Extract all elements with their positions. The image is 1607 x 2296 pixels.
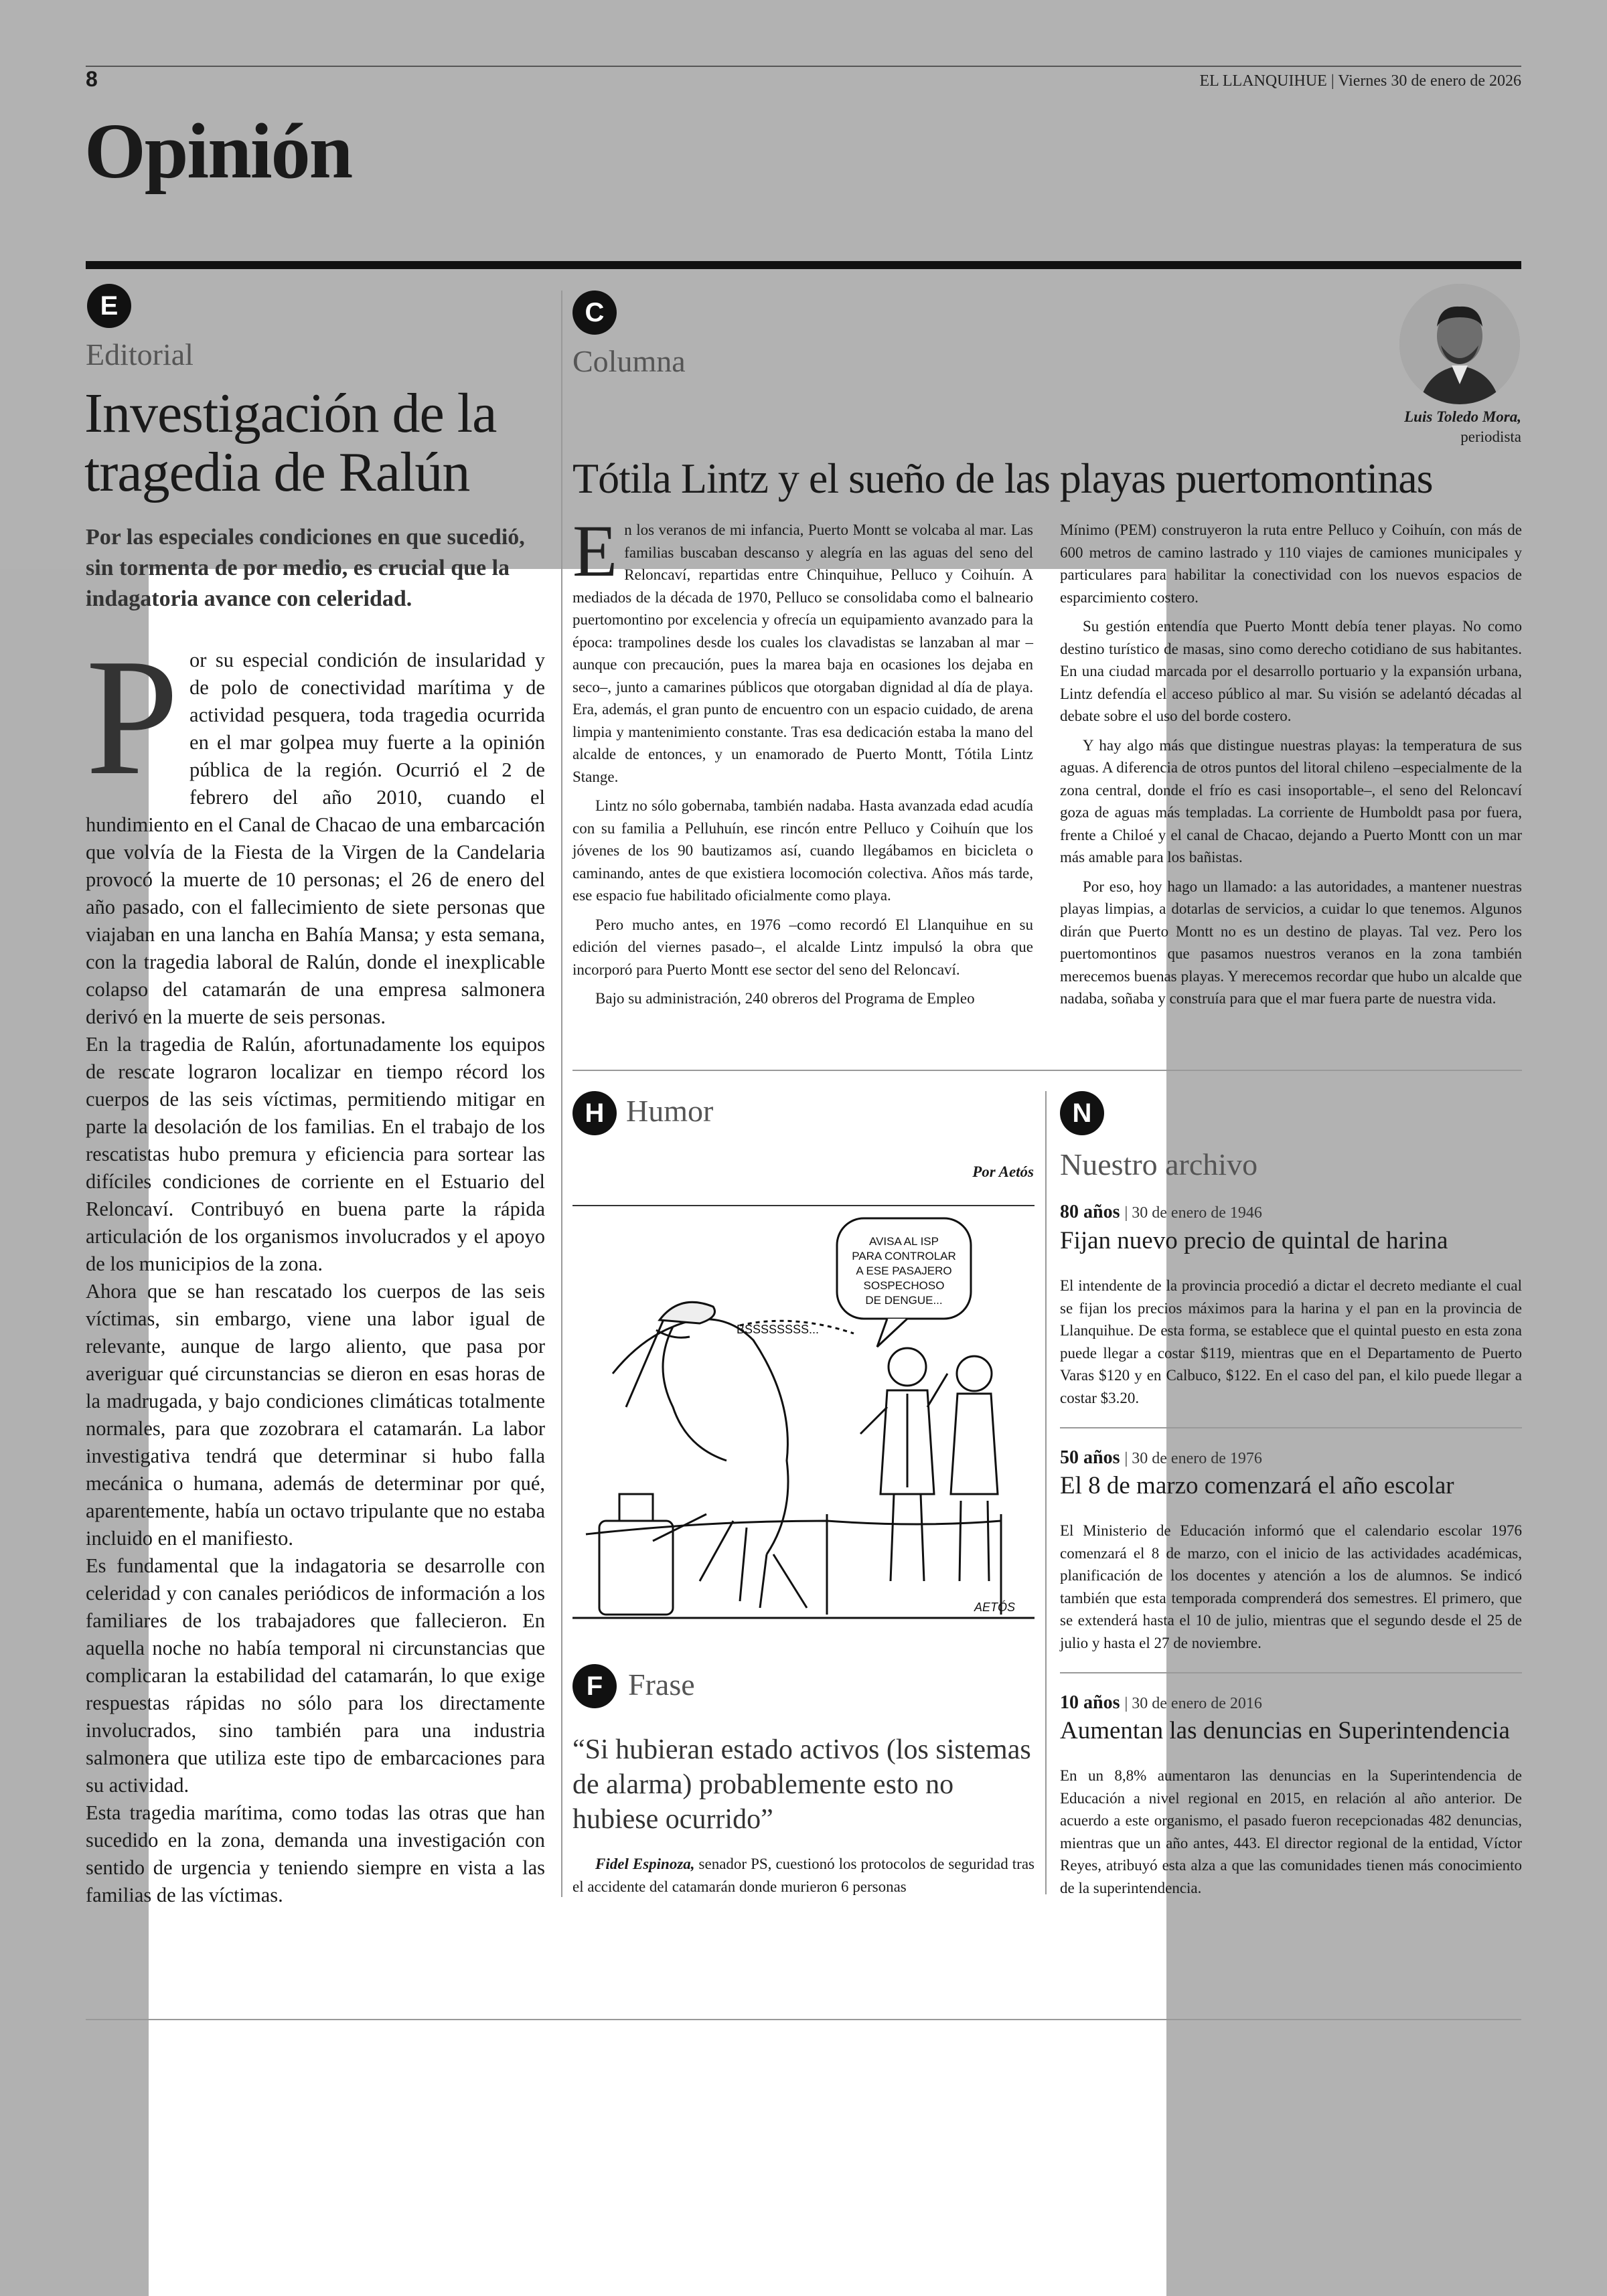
masthead: EL LLANQUIHUE | Viernes 30 de enero de 2026	[1199, 72, 1521, 90]
editorial-dropcap: P	[86, 625, 179, 810]
editorial-kicker: Editorial	[86, 337, 194, 372]
archive-badge: N	[1060, 1091, 1104, 1135]
editorial-badge: E	[87, 284, 131, 328]
editorial-headline	[84, 384, 553, 502]
header-top-rule	[86, 66, 1521, 67]
author-portrait-icon	[1399, 284, 1520, 404]
section-title: Opinión	[84, 107, 352, 195]
cartoon-sound: BSSSSSSSS...	[737, 1323, 820, 1336]
archive-item-1-header	[1060, 1202, 1262, 1223]
humor-badge: H	[572, 1091, 617, 1135]
bubble-line-5: DE DENGUE...	[865, 1294, 943, 1307]
frase-attribution-text: senador PS, cuestionó los protocolos de seguridad tras el accidente del catamarán donde murieron 6 personas	[572, 1856, 1035, 1895]
archive-item-2-text	[1060, 1520, 1522, 1654]
divider-editorial	[561, 291, 562, 1897]
frase-kicker: Frase	[628, 1667, 695, 1702]
column-kicker: Columna	[572, 344, 686, 378]
bubble-line-4: SOSPECHOSO	[863, 1279, 945, 1292]
bottom-rule	[86, 2019, 1521, 2020]
column-right-paragraph-4: Por eso, hoy hago un llamado: a las autoridades, a mantener nuestras playas limpias, a dotarlas de servicios, a cuidar lo que tenemos. Algunos dirán que Puerto Montt no es un destino de playas. Tal vez. Pero los puertomontinos que pasamos nuestros veranos en la zona también merecemos buenas playas. Y merecemos recordar que hubo un alcalde que nadaba, soñaba y construía para que el mar fuera parte de nuestra vida.	[1060, 878, 1522, 1007]
column-left-paragraph-2: Lintz no sólo gobernaba, también nadaba. Hasta avanzada edad acudía con su familia a Pelluhuín, ese rincón entre Pelluco y Coihuín que los jóvenes de los 90 bautizamos así, cuando llegábamos en bicicleta o caminando, antes de que existiera locomoción colectiva. Años más tarde, ese espacio fue habilitado oficialmente como playa.	[572, 797, 1033, 904]
archive-item-3-text	[1060, 1765, 1522, 1899]
humor-cartoon	[572, 1205, 1035, 1627]
cartoon-signature: AETÓS	[974, 1601, 1016, 1614]
humor-byline: Por Aetós	[972, 1163, 1034, 1180]
editorial-body	[86, 625, 545, 1909]
editorial-headline-line2: tragedia de Ralún	[84, 441, 470, 503]
column-author	[1404, 407, 1521, 447]
archive-item-2-date: | 30 de enero de 1976	[1124, 1450, 1262, 1467]
archive-item-1-years: 80 años	[1060, 1202, 1120, 1222]
archive-item-3-paragraph: En un 8,8% aumentaron las denuncias en la Superintendencia de Educación a nivel regional en 2015, en relación al año anterior. De acuerdo a este organismo, el pasado fueron recepcionadas 482 denuncias, mientras que un año antes, 443. El director regional de la entidad, Víctor Reyes, atribuyó esta alza a que las comunidades tienen más conocimiento de la superintendencia.	[1060, 1767, 1522, 1896]
archive-item-2-paragraph: El Ministerio de Educación informó que el calendario escolar 1976 comenzará el 8 de marzo, con el inicio de las actividades académicas, planificación de los docentes y atención a los de alumnos. Se indicó también que esta temporada comprenderá dos semestres. El primero, que se extenderá hasta el 10 de julio, mientras que el segundo desde el 25 de julio y hasta el 27 de noviembre.	[1060, 1522, 1522, 1651]
column-author-role: periodista	[1460, 428, 1521, 445]
editorial-paragraph-1: or su especial condición de insularidad y de polo de conectividad marítima y de actividad pesquera, toda tragedia ocurrida en el mar golpea muy fuerte a la opinión pública de la región. Ocurrió el 2 de febrero del año 2010, cuando el hundimiento en el Canal de Chacao de una embarcación que volvía de la Fiesta de la Virgen de la Candelaria provocó la muerte de 10 personas; el 26 de enero del año pasado, con el fallecimiento de siete personas que viajaban en una lancha en Bahía Mansa; y esta semana, con la tragedia laboral de Ralún, donde el inexplicable colapso del catamarán de una empresa salmonera derivó en la muerte de seis personas.	[86, 649, 545, 1028]
archive-rule-2	[1060, 1672, 1522, 1673]
column-bottom-rule	[572, 1070, 1522, 1071]
column-body-right	[1060, 519, 1522, 1010]
column-right-paragraph-3: Y hay algo más que distingue nuestras playas: la temperatura de sus aguas. A diferencia de otros puntos del litoral chileno –especialmente de la zona central, donde el frío es casi insoportable–, el seno del Reloncaví goza de aguas más templadas. La corriente de Humboldt pasa por fuera, frente a Chiloé y el canal de Chacao, dejando a Puerto Montt con un mar más amable para los bañistas.	[1060, 736, 1522, 866]
bubble-line-1: AVISA AL ISP	[869, 1235, 939, 1248]
frase-attribution-name: Fidel Espinoza,	[595, 1856, 695, 1872]
archive-item-1-paragraph: El intendente de la provincia procedió a dictar el decreto mediante el cual se fijan los precios máximos para la harina y el pan en la provincia de Llanquihue. De esta forma, se establece que el quintal puesto en esta zona puede llegar a costar $119, mientras que en el Departamento de Puerto Varas $120 y en Calbuco, $122. En el caso del pan, el kilo puede llegar a costar $3.20.	[1060, 1277, 1522, 1406]
bubble-line-3: A ESE PASAJERO	[856, 1264, 952, 1277]
editorial-paragraph-4: Es fundamental que la indagatoria se desarrolle con celeridad y con canales periódicos de información a los familiares de los trabajadores que fallecieron. En aquella noche no había temporal ni circunstancias que complicaran la estabilidad del catamarán, lo que exige respuestas rápidas no sólo para los directamente involucrados, sino también para una industria salmonera que utiliza este tipo de embarcaciones para su actividad.	[86, 1554, 545, 1797]
column-headline: Tótila Lintz y el sueño de las playas puertomontinas	[572, 455, 1433, 502]
bubble-line-2: PARA CONTROLAR	[852, 1250, 956, 1262]
editorial-deck: Por las especiales condiciones en que sucedió, sin tormenta de por medio, es crucial que la indagatoria avance con celeridad.	[86, 525, 525, 611]
archive-item-1-title: Fijan nuevo precio de quintal de harina	[1060, 1227, 1448, 1254]
archive-item-3-header	[1060, 1692, 1262, 1714]
column-body-left	[572, 510, 1033, 1010]
archive-item-2-title: El 8 de marzo comenzará el año escolar	[1060, 1472, 1454, 1499]
column-dropcap: E	[572, 510, 618, 592]
archive-item-2-years: 50 años	[1060, 1447, 1120, 1468]
cartoon-drawing-icon	[572, 1206, 1035, 1628]
page-number: 8	[86, 67, 98, 91]
column-right-paragraph-1: Mínimo (PEM) construyeron la ruta entre Pelluco y Coihuín, con más de 600 metros de camino lastrado y 110 viajes de camiones municipales y particulares para habilitar la conectividad con los nuevos espacios de esparcimiento costero.	[1060, 521, 1522, 606]
section-thick-rule	[86, 261, 1521, 269]
frase-badge: F	[572, 1664, 617, 1708]
archive-item-3-title: Aumentan las denuncias en Superintendencia	[1060, 1717, 1510, 1744]
column-badge: C	[572, 291, 617, 335]
archive-rule-1	[1060, 1427, 1522, 1428]
column-left-paragraph-4: Bajo su administración, 240 obreros del Programa de Empleo	[595, 990, 975, 1007]
humor-kicker: Humor	[626, 1094, 714, 1128]
archive-item-3-date: | 30 de enero de 2016	[1124, 1695, 1262, 1712]
archive-kicker: Nuestro archivo	[1060, 1147, 1258, 1181]
column-left-paragraph-1: n los veranos de mi infancia, Puerto Montt se volcaba al mar. Las familias buscaban descanso y alegría en las aguas del seno del Reloncaví, repartidas entre Chinquihue, Pelluco y Coihuín. A mediados de la década de 1970, Pelluco se consolidaba como el balneario puertomontino por excelencia y ofrecía un equipamiento avanzado para la época: trampolines desde los cuales los clavadistas se lanzaban al mar –aunque con precaución, pues la marea baja en ocasiones los dejaba en seco–, junto a camarines públicos que otorgaban dignidad al día de playa. Era, además, el gran punto de encuentro con un espacio cuidado, de arena limpia y mantenimiento constante. Tras esa dedicación estaba la mano del alcalde de entonces, y un enamorado de Puerto Montt, Tótila Lintz Stange.	[572, 521, 1033, 785]
archive-item-3-years: 10 años	[1060, 1692, 1120, 1713]
archive-item-1-date: | 30 de enero de 1946	[1124, 1204, 1262, 1222]
column-right-paragraph-2: Su gestión entendía que Puerto Montt debía tener playas. No como destino turístico de masas, sino como derecho cotidiano de sus habitantes. En una ciudad marcada por el desarrollo portuario y la expansión urbana, Lintz defendía el acceso público al mar. Su visión se adelantó décadas al debate sobre el uso del borde costero.	[1060, 618, 1522, 724]
archive-item-2-header	[1060, 1447, 1262, 1469]
author-photo	[1399, 284, 1520, 404]
editorial-paragraph-3: Ahora que se han rescatado los cuerpos de las seis víctimas, sin embargo, viene una labor igual de relevante, aunque de largo aliento, que pasa por averiguar qué circunstancias se dieron en esas horas de la madrugada, y bajo condiciones climáticas totalmente normales, para que zozobrara el catamarán. La labor investigativa tendrá que determinar si hubo falla mecánica o humana, además de determinar por qué, aparentemente, había un octavo tripulante que no estaba incluido en el manifiesto.	[86, 1280, 545, 1550]
editorial-headline-line1: Investigación de la	[84, 382, 497, 444]
column-author-name: Luis Toledo Mora,	[1404, 408, 1521, 425]
archive-item-1-text	[1060, 1275, 1522, 1409]
editorial-paragraph-2: En la tragedia de Ralún, afortunadamente los equipos de rescate lograron localizar en tiempo récord los cuerpos de las seis víctimas, permitiendo mitigar en parte la desolación de los familias. En el trabajo de los rescatistas hubo premura y eficiencia para sortear las difíciles condiciones de corriente en el Estuario del Reloncaví. Contribuyó en buena parte la rápida articulación de los organismos involucrados y el apoyo de los municipios de la zona.	[86, 1033, 545, 1275]
frase-attribution	[572, 1853, 1035, 1898]
column-left-paragraph-3: Pero mucho antes, en 1976 –como recordó El Llanquihue en su edición del viernes pasado–, el alcalde Lintz impulsó la obra que incorporó para Puerto Montt ese sector del seno del Reloncaví.	[572, 916, 1033, 978]
editorial-paragraph-5: Esta tragedia marítima, como todas las otras que han sucedido en la zona, demanda una investigación con sentido de urgencia y teniendo siempre en vista a las familias de las víctimas.	[86, 1801, 545, 1906]
divider-humor-archive	[1045, 1091, 1047, 1894]
frase-quote: “Si hubieran estado activos (los sistemas de alarma) probablemente esto no hubiese ocurrido”	[572, 1734, 1031, 1835]
